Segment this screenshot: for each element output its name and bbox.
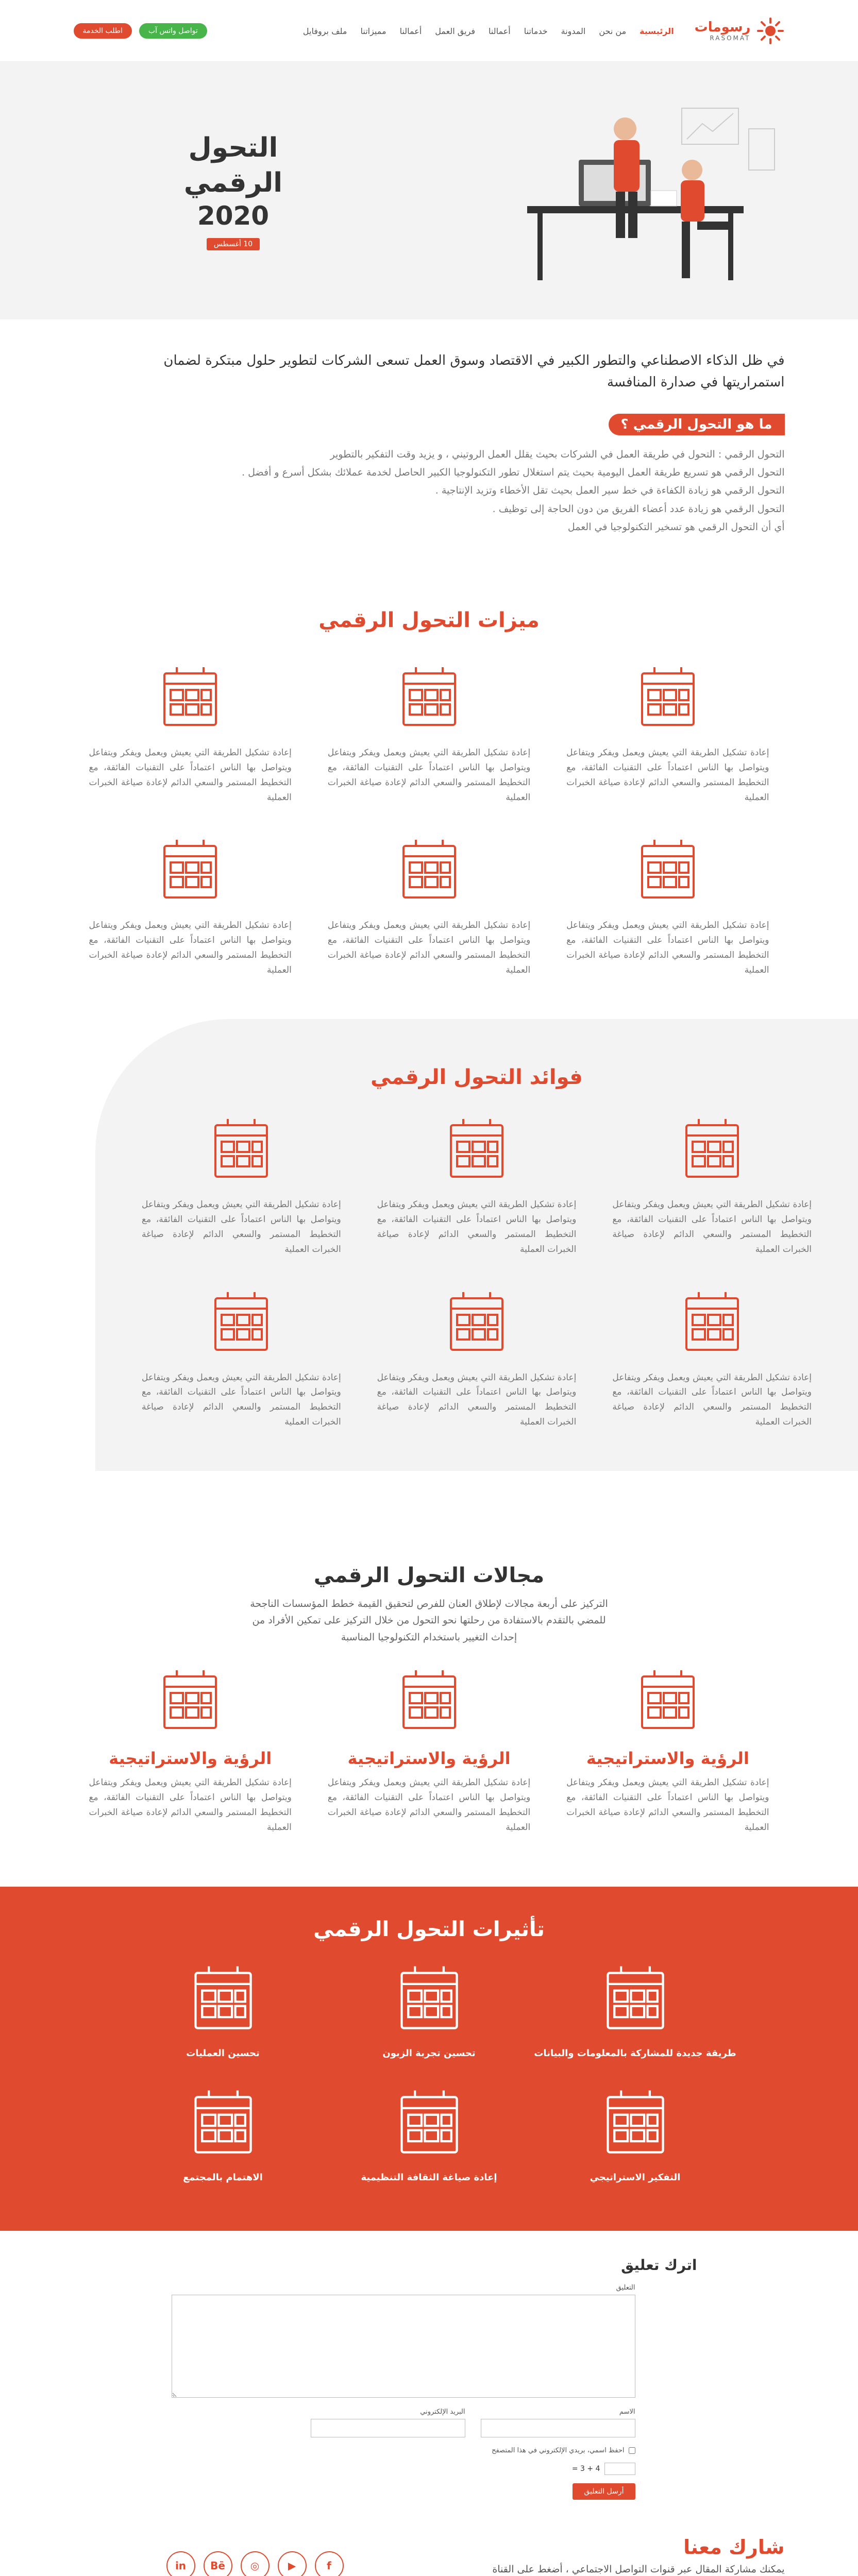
- domains-subtitle: التركيز على أربعة مجالات لإطلاق العنان للفرص لتحقيق القيمة خطط المؤسسات الناجحة للمضي بالتقدم بالاستفادة من رحلتها نحو التحول من خلال التركيز على تمكين الأفراد من إحداث التغيير باستخدام التكنولوجيا المناسبة: [250, 1598, 608, 1643]
- domain-text: إعادة تشكيل الطريقة التي يعيش ويعمل ويفكر ويتفاعل ويتواصل بها الناس اعتماداً على التقنيات الفائقة، مع التخطيط المستمر والسعي الدائم لإعادة صياغة الخبرات العملية: [327, 1777, 531, 1833]
- feature-text: إعادة تشكيل الطريقة التي يعيش ويعمل ويفكر ويتفاعل ويتواصل بها الناس اعتماداً على التقنيات الفائقة، مع التخطيط المستمر والسعي الدائم لإعادة صياغة الخبرات العملية: [142, 1372, 341, 1428]
- impact-item: [120, 2086, 326, 2184]
- comment-section: [0, 2231, 858, 2500]
- intro-paragraph: التحول الرقمي : التحول في طريقة العمل في الشركات بحيث يقلل العمل الروتيني ، و يزيد وقت التفكير بالتطوير: [330, 449, 785, 461]
- share-socials: [166, 2551, 344, 2576]
- calendar-grid-icon: [676, 1115, 748, 1187]
- feature-text: إعادة تشكيل الطريقة التي يعيش ويعمل ويفكر ويتفاعل ويتواصل بها الناس اعتماداً على التقنيات الفائقة، مع التخطيط المستمر والسعي الدائم لإعادة صياغة الخبرات العملية: [142, 1199, 341, 1255]
- impact-label: إعادة صياغة الثقافة التنظيمية: [361, 2172, 497, 2183]
- calendar-grid-icon: [205, 1115, 277, 1187]
- feature-text: إعادة تشكيل الطريقة التي يعيش ويعمل ويفكر ويتفاعل ويتواصل بها الناس اعتماداً على التقنيات الفائقة، مع التخطيط المستمر والسعي الدائم لإعادة صياغة الخبرات العملية: [566, 920, 769, 976]
- feature-text: إعادة تشكيل الطريقة التي يعيش ويعمل ويفكر ويتفاعل ويتواصل بها الناس اعتماداً على التقنيات الفائقة، مع التخطيط المستمر والسعي الدائم لإعادة صياغة الخبرات العملية: [612, 1372, 812, 1428]
- domain-item: [89, 1666, 292, 1835]
- domain-text: إعادة تشكيل الطريقة التي يعيش ويعمل ويفكر ويتفاعل ويتواصل بها الناس اعتماداً على التقنيات الفائقة، مع التخطيط المستمر والسعي الدائم لإعادة صياغة الخبرات العملية: [566, 1777, 769, 1833]
- nav-features[interactable]: مميزاتنا: [360, 26, 386, 36]
- calendar-grid-icon: [391, 1962, 468, 2039]
- calendar-grid-icon: [393, 836, 465, 908]
- hero-text: [136, 131, 331, 250]
- intro-lead: في ظل الذكاء الاصطناعي والتطور الكبير في الاقتصاد وسوق العمل تسعى الشركات لتطوير حلول مبتكرة لضمان استمراريتها في صدارة المنافسة: [163, 353, 785, 390]
- name-input[interactable]: [481, 2419, 635, 2437]
- impact-item: [532, 1962, 738, 2060]
- comment-label: التعليق: [616, 2283, 635, 2292]
- intro-paragraph: التحول الرقمي هو زيادة الكفاءة في خط سير العمل بحيث تقل الأخطاء وتزيد الإنتاجية .: [435, 485, 785, 497]
- feature-text: إعادة تشكيل الطريقة التي يعيش ويعمل ويفكر ويتفاعل ويتواصل بها الناس اعتماداً على التقنيات الفائقة، مع التخطيط المستمر والسعي الدائم لإعادة صياغة الخبرات العملية: [377, 1372, 577, 1428]
- impact-label: تحسين تجربة الزبون: [382, 2047, 476, 2059]
- facebook-icon[interactable]: f: [315, 2551, 344, 2576]
- feature-item: [377, 1288, 577, 1430]
- benefits-grid: [142, 1115, 812, 1430]
- feature-item: [328, 836, 530, 978]
- feature-text: إعادة تشكيل الطريقة التي يعيش ويعمل ويفكر ويتفاعل ويتواصل بها الناس اعتماداً على التقنيات الفائقة، مع التخطيط المستمر والسعي الدائم لإعادة صياغة الخبرات العملية: [327, 920, 531, 976]
- name-label: الاسم: [619, 2408, 635, 2416]
- calendar-grid-icon: [676, 1115, 748, 1187]
- nav-profile[interactable]: ملف بروفايل: [302, 26, 347, 36]
- calendar-grid-icon: [393, 663, 465, 735]
- youtube-icon[interactable]: ▶: [278, 2551, 307, 2576]
- logo-arabic: رسومات: [694, 20, 751, 36]
- impact-label: التفكير الاستراتيجي: [590, 2172, 681, 2183]
- calendar-grid-icon: [184, 1962, 262, 2039]
- feature-item: [566, 836, 769, 978]
- share-subtitle: يمكنك مشاركة المقال عبر قنوات التواصل الاجتماعي ، أضغط على القناة: [492, 2563, 785, 2575]
- nav-about[interactable]: من نحن: [599, 26, 627, 36]
- features-grid: [89, 663, 769, 978]
- calendar-grid-icon: [393, 1666, 465, 1738]
- calendar-grid-icon: [597, 1962, 674, 2039]
- domains-section: [0, 1502, 858, 1886]
- calendar-grid-icon: [393, 663, 465, 735]
- impact-item: [532, 2086, 738, 2184]
- calendar-grid-icon: [154, 1666, 226, 1738]
- nav-home[interactable]: الرئيسية: [640, 26, 674, 36]
- feature-item: [89, 836, 292, 978]
- comment-textarea[interactable]: [172, 2295, 635, 2398]
- calendar-grid-icon: [184, 1962, 262, 2039]
- hero-section: [0, 62, 858, 319]
- feature-item: [142, 1288, 341, 1430]
- impact-item: [120, 1962, 326, 2060]
- whatsapp-button[interactable]: تواصل واتس آب: [139, 23, 207, 39]
- captcha-input[interactable]: [604, 2463, 635, 2475]
- feature-item: [566, 663, 769, 805]
- linkedin-icon[interactable]: in: [166, 2551, 195, 2576]
- feature-text: إعادة تشكيل الطريقة التي يعيش ويعمل ويفكر ويتفاعل ويتواصل بها الناس اعتماداً على التقنيات الفائقة، مع التخطيط المستمر والسعي الدائم لإعادة صياغة الخبرات العملية: [89, 747, 292, 803]
- domains-title: مجالات التحول الرقمي: [313, 1564, 545, 1588]
- calendar-grid-icon: [632, 663, 704, 735]
- feature-text: إعادة تشكيل الطريقة التي يعيش ويعمل ويفكر ويتفاعل ويتواصل بها الناس اعتماداً على التقنيات الفائقة، مع التخطيط المستمر والسعي الدائم لإعادة صياغة الخبرات العملية: [377, 1199, 577, 1255]
- feature-text: إعادة تشكيل الطريقة التي يعيش ويعمل ويفكر ويتفاعل ويتواصل بها الناس اعتماداً على التقنيات الفائقة، مع التخطيط المستمر والسعي الدائم لإعادة صياغة الخبرات العملية: [566, 747, 769, 803]
- calendar-grid-icon: [676, 1288, 748, 1360]
- site-header: [0, 0, 858, 62]
- domain-title: الرؤية والاستراتيجية: [347, 1749, 511, 1769]
- page-year: 2020: [197, 200, 270, 231]
- intro-paragraph: أي أن التحول الرقمي هو تسخير التكنولوجيا في العمل: [567, 521, 785, 533]
- calendar-grid-icon: [391, 2086, 468, 2163]
- intro-paragraph: التحول الرقمي هو زيادة عدد أعضاء الفريق من دون الحاجة إلى توظيف .: [492, 503, 785, 515]
- save-info-checkbox[interactable]: [161, 2447, 635, 2454]
- impact-item: [326, 2086, 532, 2184]
- feature-item: [612, 1288, 812, 1430]
- domain-title: الرؤية والاستراتيجية: [586, 1749, 749, 1769]
- calendar-grid-icon: [205, 1288, 277, 1360]
- nav-works[interactable]: أعمالنا: [489, 26, 511, 36]
- calendar-grid-icon: [441, 1115, 513, 1187]
- behance-icon[interactable]: Bē: [204, 2551, 232, 2576]
- nav-portfolio[interactable]: أعمالنا: [399, 26, 422, 36]
- impacts-grid: [120, 1962, 738, 2184]
- impact-label: تحسين العمليات: [186, 2047, 260, 2059]
- calendar-grid-icon: [205, 1115, 277, 1187]
- calendar-grid-icon: [393, 1666, 465, 1738]
- save-info-label: احفظ اسمي، بريدي الإلكتروني في هذا المتصفح: [492, 2446, 625, 2454]
- calendar-grid-icon: [441, 1288, 513, 1360]
- submit-comment-button[interactable]: أرسل التعليق: [573, 2483, 635, 2500]
- calendar-grid-icon: [393, 836, 465, 908]
- feature-item: [328, 663, 530, 805]
- impacts-title: تأثيرات التحول الرقمي: [313, 1917, 545, 1941]
- captcha-question: 4 + 3 =: [571, 2464, 600, 2473]
- benefits-section: [0, 1019, 858, 1502]
- share-title: شارك معنا: [683, 2535, 785, 2558]
- domain-item: [566, 1666, 769, 1835]
- nav-team[interactable]: فريق العمل: [435, 26, 476, 36]
- domain-text: إعادة تشكيل الطريقة التي يعيش ويعمل ويفكر ويتفاعل ويتواصل بها الناس اعتماداً على التقنيات الفائقة، مع التخطيط المستمر والسعي الدائم لإعادة صياغة الخبرات العملية: [89, 1777, 292, 1833]
- impact-label: الاهتمام بالمجتمع: [183, 2172, 263, 2183]
- calendar-grid-icon: [632, 836, 704, 908]
- intro-paragraph: التحول الرقمي هو تسريع طريقة العمل اليومية بحيث يتم استغلال تطور التكنولوجيا الكبير الحاصل لخدمة عملائك بشكل أسرع و أفضل .: [242, 467, 785, 479]
- calendar-grid-icon: [676, 1288, 748, 1360]
- domain-title: الرؤية والاستراتيجية: [109, 1749, 272, 1769]
- impact-label: طريقة جديدة للمشاركة بالمعلومات والبيانات: [534, 2047, 736, 2059]
- rasomat-logo-icon: [756, 16, 785, 45]
- calendar-grid-icon: [597, 1962, 674, 2039]
- logo-english: RASOMAT: [710, 34, 751, 42]
- feature-item: [142, 1115, 341, 1257]
- share-text: [492, 2536, 784, 2575]
- what-is-heading: ما هو التحول الرقمي ؟: [609, 414, 785, 435]
- calendar-grid-icon: [441, 1115, 513, 1187]
- calendar-grid-icon: [632, 663, 704, 735]
- main-nav: [207, 26, 674, 36]
- calendar-grid-icon: [154, 836, 226, 908]
- page-title: التحول الرقمي: [183, 132, 283, 198]
- feature-item: [89, 663, 292, 805]
- feature-text: إعادة تشكيل الطريقة التي يعيش ويعمل ويفكر ويتفاعل ويتواصل بها الناس اعتماداً على التقنيات الفائقة، مع التخطيط المستمر والسعي الدائم لإعادة صياغة الخبرات العملية: [327, 747, 531, 803]
- calendar-grid-icon: [154, 1666, 226, 1738]
- brand-logo[interactable]: [695, 16, 785, 45]
- date-badge: 10 أغسطس: [207, 238, 260, 250]
- features-title: ميزات التحول الرقمي: [318, 608, 540, 632]
- calendar-grid-icon: [184, 2086, 262, 2163]
- captcha: [161, 2463, 635, 2475]
- feature-text: إعادة تشكيل الطريقة التي يعيش ويعمل ويفكر ويتفاعل ويتواصل بها الناس اعتماداً على التقنيات الفائقة، مع التخطيط المستمر والسعي الدائم لإعادة صياغة الخبرات العملية: [89, 920, 292, 976]
- calendar-grid-icon: [154, 663, 226, 735]
- share-section: [0, 2500, 858, 2576]
- feature-item: [377, 1115, 577, 1257]
- comment-title: اترك تعليق: [621, 2256, 697, 2274]
- calendar-grid-icon: [597, 2086, 674, 2163]
- benefits-title: فوائد التحول الرقمي: [371, 1065, 583, 1090]
- domain-item: [328, 1666, 530, 1835]
- nav-blog[interactable]: المدونة: [561, 26, 586, 36]
- impacts-section: [0, 1887, 858, 2231]
- nav-services[interactable]: خدماتنا: [524, 26, 548, 36]
- intro-section: [0, 319, 858, 536]
- feature-item: [612, 1115, 812, 1257]
- calendar-grid-icon: [154, 836, 226, 908]
- features-section: [0, 536, 858, 1019]
- calendar-grid-icon: [391, 1962, 468, 2039]
- calendar-grid-icon: [632, 836, 704, 908]
- instagram-icon[interactable]: ◎: [241, 2551, 270, 2576]
- calendar-grid-icon: [391, 2086, 468, 2163]
- calendar-grid-icon: [184, 2086, 262, 2163]
- calendar-grid-icon: [205, 1288, 277, 1360]
- calendar-grid-icon: [597, 2086, 674, 2163]
- calendar-grid-icon: [154, 663, 226, 735]
- feature-text: إعادة تشكيل الطريقة التي يعيش ويعمل ويفكر ويتفاعل ويتواصل بها الناس اعتماداً على التقنيات الفائقة، مع التخطيط المستمر والسعي الدائم لإعادة صياغة الخبرات العملية: [612, 1199, 812, 1255]
- email-label: البريد الإلكتروني: [420, 2408, 465, 2416]
- calendar-grid-icon: [632, 1666, 704, 1738]
- calendar-grid-icon: [632, 1666, 704, 1738]
- hero-illustration: [496, 93, 785, 289]
- calendar-grid-icon: [441, 1288, 513, 1360]
- impact-item: [326, 1962, 532, 2060]
- domains-grid: [89, 1666, 769, 1835]
- save-info-check[interactable]: [629, 2447, 635, 2454]
- email-input[interactable]: [311, 2419, 465, 2437]
- order-service-button[interactable]: اطلب الخدمة: [74, 23, 132, 39]
